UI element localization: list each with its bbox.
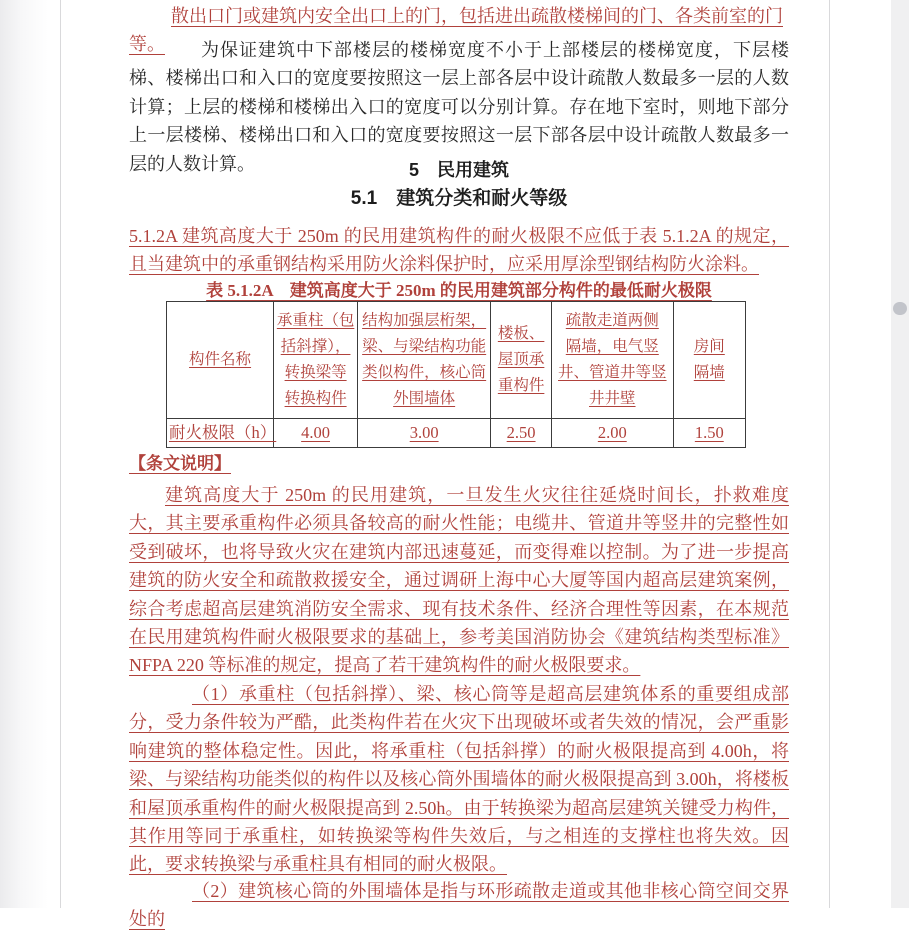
commentary-paragraph-3: （2）建筑核心筒的外围墙体是指与环形疏散走道或其他非核心筒空间交界处的 <box>129 881 789 930</box>
table-value-row <box>167 419 746 448</box>
table-header-cell: 承重柱（包 括斜撑）， 转换梁等 转换构件 <box>274 302 358 419</box>
document-page <box>60 0 830 930</box>
fire-resistance-table <box>166 301 746 448</box>
table-title: 表 5.1.2A 建筑高度大于 250m 的民用建筑部分构件的最低耐火极限 <box>206 281 712 300</box>
paragraph-stair-width: 为保证建筑中下部楼层的楼梯宽度不小于上部楼层的楼梯宽度，下层楼梯、楼梯出口和入口的宽度要按照这一层上部各层中设计疏散人数最多一层的人数计算；上层的楼梯和楼梯出入口的宽度可以分别计算。存在地下室时，则地下部分上一层楼梯、楼梯出口和入口的宽度要按照这一层下部各层中设计疏散人数最多一层的人数计算。 <box>129 40 789 174</box>
scrollbar-thumb[interactable] <box>893 302 907 315</box>
table-header-row <box>167 302 746 419</box>
table-header-cell: 楼板、 屋顶承 重构件 <box>491 302 552 419</box>
scrollbar-track[interactable] <box>891 0 909 908</box>
table-header-cell: 房间 隔墙 <box>673 302 745 419</box>
commentary-paragraph-1: 建筑高度大于 250m 的民用建筑，一旦发生火灾往往延烧时间长，扑救难度大，其主要承重构件必须具备较高的耐火性能；电缆井、管道井等竖井的完整性如受到破坏，也将导致火灾在建筑内部迅速蔓延，而变得难以控制。为了进一步提高建筑的防火安全和疏散救援安全，通过调研上海中心大厦等国内超高层建筑案例，综合考虑超高层建筑消防安全需求、现有技术条件、经济合理性等因素，在本规范在民用建筑构件耐火极限要求的基础上，参考美国消防协会《建筑结构类型标准》NFPA 220 等标准的规定，提高了若干建筑构件的耐火极限要求。 <box>129 485 789 676</box>
page-left-shadow <box>0 0 60 908</box>
table-header-cell: 构件名称 <box>167 302 274 419</box>
table-value-cell: 3.00 <box>358 419 491 448</box>
table-value-cell: 耐火极限（h） <box>167 419 274 448</box>
table-value-cell: 4.00 <box>274 419 358 448</box>
table-value-cell: 2.00 <box>552 419 674 448</box>
table-value-cell: 2.50 <box>491 419 552 448</box>
paragraph-continuation: 散出口门或建筑内安全出口上的门，包括进出疏散楼梯间的门、各类前室的门等。 <box>129 6 783 55</box>
clause-5-1-2A: 5.1.2A 建筑高度大于 250m 的民用建筑构件的耐火极限不应低于表 5.1.2A 的规定，且当建筑中的承重钢结构采用防火涂料保护时，应采用厚涂型钢结构防火涂料。 <box>129 226 789 275</box>
commentary-paragraph-2: （1）承重柱（包括斜撑）、梁、核心筒等是超高层建筑体系的重要组成部分，受力条件较为严酷，此类构件若在火灾下出现破坏或者失效的情况，会严重影响建筑的整体稳定性。因此，将承重柱（包括斜撑）的耐火极限提高到 4.00h，将梁、与梁结构功能类似的构件以及核心筒外围墙体的耐火极限提高到 3.00h，将楼板和屋顶承重构件的耐火极限提高到 2.50h。由于转换梁为超高层建筑关键受力构件，其作用等同于承重柱，如转换梁等构件失效后，与之相连的支撑柱也将失效。因此，要求转换梁与承重柱具有相同的耐火极限。 <box>129 684 789 875</box>
table-header-cell: 疏散走道两侧 隔墙，电气竖 井、管道井等竖 井井壁 <box>552 302 674 419</box>
commentary-label: 【条文说明】 <box>129 454 231 473</box>
section-heading: 5.1 建筑分类和耐火等级 <box>350 188 568 209</box>
table-value-cell: 1.50 <box>673 419 745 448</box>
chapter-heading: 5 民用建筑 <box>408 160 509 180</box>
table-header-cell: 结构加强层桁架， 梁、与梁结构功能 类似构件，核心筒 外围墙体 <box>358 302 491 419</box>
